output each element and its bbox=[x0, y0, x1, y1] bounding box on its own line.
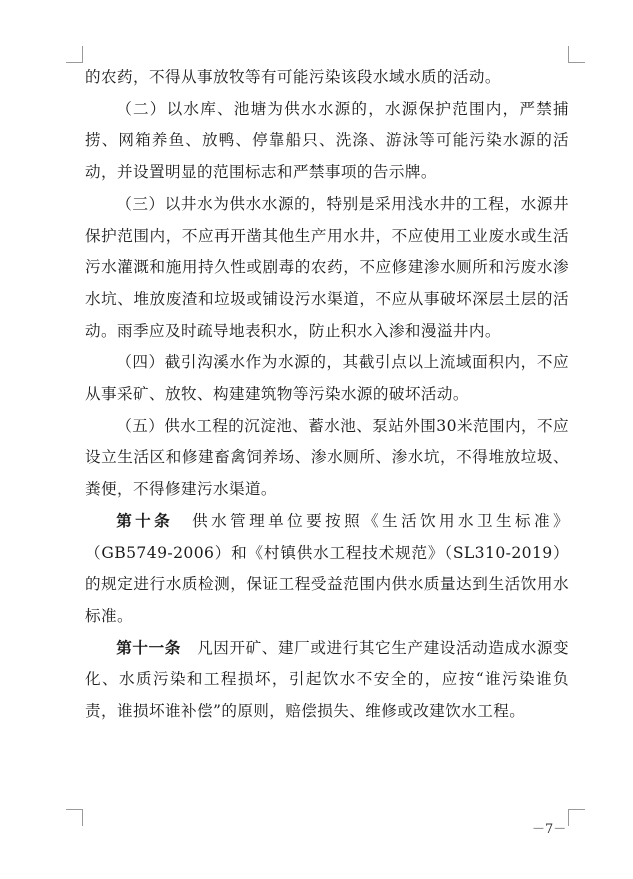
paragraph-item-5: （五）供水工程的沉淀池、蓄水池、泵站外围30米范围内，不应设立生活区和修建畜禽饲养场、渗水厕所、渗水坑，不得堆放垃圾、粪便，不得修建污水渠道。 bbox=[85, 416, 569, 499]
article-heading: 第十条 bbox=[116, 511, 174, 530]
paragraph-article-10 bbox=[85, 506, 569, 633]
crop-mark-bottom-right bbox=[568, 809, 585, 826]
crop-mark-top-right bbox=[568, 46, 585, 63]
article-text: 供水管理单位要按照《生活饮用水卫生标准》（GB5749-2006）和《村镇供水工程技术规范》（SL310-2019）的规定进行水质检测，保证工程受益范围内供水质量达到生活饮用水标准。 bbox=[85, 511, 569, 625]
paragraph-continuation: 的农药，不得从事放牧等有可能污染该段水域水质的活动。 bbox=[85, 68, 501, 86]
article-text: 凡因开矿、建厂或进行其它生产建设活动造成水源变化、水质污染和工程损坏，引起饮水不安全的，应按“谁污染谁负责，谁损坏谁补偿”的原则，赔偿损失、维修或改建饮水工程。 bbox=[85, 638, 569, 721]
paragraph-article-11 bbox=[85, 633, 569, 728]
paragraph-item-2: （二）以水库、池塘为供水水源的，水源保护范围内，严禁捕捞、网箱养鱼、放鸭、停靠船只、洗涤、游泳等可能污染水源的活动，并设置明显的范围标志和严禁事项的告示牌。 bbox=[85, 99, 569, 182]
paragraph-item-3: （三）以井水为供水水源的，特别是采用浅水井的工程，水源井保护范围内，不应再开凿其他生产用水井，不应使用工业废水或生活污水灌溉和施用持久性或剧毒的农药，不应修建渗水厕所和污废水渗水坑、堆放废渣和垃圾或铺设污水渠道，不应从事破坏深层土层的活动。雨季应及时疏导地表积水，防止积水入渗和漫溢井内。 bbox=[85, 194, 569, 340]
page-number: －7－ bbox=[532, 822, 567, 837]
paragraph-item-4: （四）截引沟溪水作为水源的，其截引点以上流域面积内，不应从事采矿、放牧、构建建筑物等污染水源的破坏活动。 bbox=[85, 353, 569, 404]
crop-mark-top-left bbox=[66, 46, 83, 63]
document-body bbox=[85, 62, 569, 728]
article-heading: 第十一条 bbox=[116, 638, 181, 657]
crop-mark-bottom-left bbox=[66, 809, 83, 826]
